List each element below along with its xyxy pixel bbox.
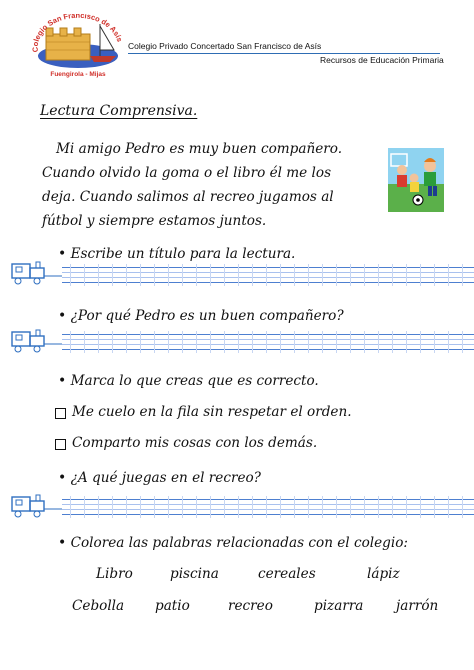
guide-vertical-line [448, 331, 449, 353]
guide-vertical-line [406, 496, 407, 518]
word-item[interactable]: lápiz [367, 566, 400, 582]
guide-vertical-line [210, 331, 211, 353]
guide-vertical-line [70, 264, 71, 286]
guide-vertical-line [126, 331, 127, 353]
guide-vertical-line [196, 331, 197, 353]
guide-vertical-line [462, 331, 463, 353]
reading-line: Mi amigo Pedro es muy buen compañero. [56, 141, 343, 157]
question-3-text: Marca lo que creas que es correcto. [70, 373, 319, 389]
guide-vertical-line [266, 496, 267, 518]
word-item[interactable]: jarrón [396, 598, 439, 614]
option-1-label: Me cuelo en la fila sin respetar el orden. [72, 404, 352, 420]
question-1 [58, 243, 295, 265]
reading-line: Cuando olvido la goma o el libro él me los [42, 165, 332, 181]
reading-line: fútbol y siempre estamos juntos. [42, 213, 267, 229]
guide-vertical-line [266, 331, 267, 353]
train-icon [6, 258, 62, 286]
guide-vertical-line [210, 496, 211, 518]
word-item[interactable]: patio [155, 598, 190, 614]
question-4 [58, 467, 261, 489]
guide-vertical-line [420, 264, 421, 286]
guide-vertical-line [364, 496, 365, 518]
guide-vertical-line [434, 496, 435, 518]
guide-vertical-line [434, 331, 435, 353]
guide-vertical-line [182, 496, 183, 518]
guide-vertical-line [238, 331, 239, 353]
guide-vertical-line [154, 331, 155, 353]
option-2-checkbox[interactable] [55, 439, 66, 450]
guide-vertical-line [140, 331, 141, 353]
guide-vertical-line [350, 496, 351, 518]
word-item[interactable]: pizarra [314, 598, 364, 614]
train-icon [6, 326, 62, 354]
bullet-icon: • [58, 308, 67, 324]
guide-vertical-line [168, 496, 169, 518]
guide-vertical-line [182, 264, 183, 286]
guide-vertical-line [224, 331, 225, 353]
word-item[interactable]: cereales [258, 566, 316, 582]
guide-vertical-line [252, 496, 253, 518]
guide-vertical-line [294, 331, 295, 353]
guide-vertical-line [238, 264, 239, 286]
guide-vertical-line [98, 496, 99, 518]
guide-vertical-line [252, 331, 253, 353]
word-item[interactable]: recreo [228, 598, 273, 614]
guide-vertical-line [448, 264, 449, 286]
guide-vertical-line [406, 264, 407, 286]
guide-vertical-line [140, 496, 141, 518]
logo-town-text: Fuengirola - Mijas [50, 71, 106, 78]
word-item[interactable]: piscina [170, 566, 219, 582]
question-3 [58, 370, 319, 392]
guide-vertical-line [112, 496, 113, 518]
writing-guide-1[interactable] [0, 264, 474, 286]
writing-guide-2[interactable] [0, 331, 474, 353]
guide-vertical-line [294, 496, 295, 518]
guide-vertical-line [154, 496, 155, 518]
guide-vertical-line [308, 496, 309, 518]
guide-vertical-line [280, 264, 281, 286]
guide-vertical-line [196, 264, 197, 286]
question-5-text: Colorea las palabras relacionadas con el colegio: [70, 535, 408, 551]
school-name: Colegio Privado Concertado San Francisco de Asís [128, 41, 322, 51]
guide-vertical-line [98, 331, 99, 353]
question-4-text: ¿A qué juegas en el recreo? [70, 470, 261, 486]
option-1-checkbox[interactable] [55, 408, 66, 419]
question-2 [58, 305, 344, 327]
question-1-text: Escribe un título para la lectura. [70, 246, 296, 262]
header-subtitle: Recursos de Educación Primaria [320, 55, 444, 65]
guide-vertical-line [350, 331, 351, 353]
guide-vertical-line [84, 496, 85, 518]
guide-vertical-line [336, 331, 337, 353]
guide-vertical-line [420, 331, 421, 353]
reading-line: deja. Cuando salimos al recreo jugamos al [42, 189, 334, 205]
guide-vertical-line [462, 264, 463, 286]
guide-vertical-line [308, 331, 309, 353]
guide-vertical-line [280, 496, 281, 518]
guide-vertical-line [462, 496, 463, 518]
guide-vertical-line [420, 496, 421, 518]
guide-vertical-line [406, 331, 407, 353]
guide-vertical-line [196, 496, 197, 518]
guide-vertical-line [210, 264, 211, 286]
guide-vertical-line [70, 496, 71, 518]
school-logo [30, 14, 126, 80]
guide-vertical-line [126, 264, 127, 286]
guide-vertical-line [322, 264, 323, 286]
soccer-kids-illustration [388, 148, 444, 212]
bullet-icon: • [58, 470, 67, 486]
writing-guide-4[interactable] [0, 496, 474, 518]
guide-vertical-line [98, 264, 99, 286]
guide-vertical-line [224, 496, 225, 518]
guide-vertical-line [364, 331, 365, 353]
guide-vertical-line [308, 264, 309, 286]
guide-vertical-line [168, 331, 169, 353]
bullet-icon: • [58, 246, 67, 262]
option-2-label: Comparto mis cosas con los demás. [72, 435, 318, 451]
guide-vertical-line [336, 264, 337, 286]
guide-vertical-line [112, 264, 113, 286]
guide-vertical-line [224, 264, 225, 286]
guide-vertical-line [154, 264, 155, 286]
guide-vertical-line [392, 264, 393, 286]
guide-vertical-line [350, 264, 351, 286]
guide-vertical-line [182, 331, 183, 353]
guide-vertical-line [70, 331, 71, 353]
guide-vertical-line [112, 331, 113, 353]
guide-vertical-line [280, 331, 281, 353]
guide-vertical-line [378, 264, 379, 286]
guide-vertical-line [322, 331, 323, 353]
train-icon [6, 491, 62, 519]
guide-vertical-line [294, 264, 295, 286]
guide-vertical-line [168, 264, 169, 286]
guide-vertical-line [266, 264, 267, 286]
bullet-icon: • [58, 535, 67, 551]
header-rule [128, 53, 440, 54]
question-2-text: ¿Por qué Pedro es un buen compañero? [70, 308, 344, 324]
guide-vertical-line [84, 331, 85, 353]
guide-vertical-line [238, 496, 239, 518]
question-5 [58, 532, 408, 554]
logo-arc-text: Colegio San Francisco de Asís [30, 14, 125, 53]
word-item[interactable]: Cebolla [72, 598, 125, 614]
word-item[interactable]: Libro [96, 566, 133, 582]
guide-vertical-line [434, 264, 435, 286]
guide-vertical-line [252, 264, 253, 286]
guide-vertical-line [140, 264, 141, 286]
guide-vertical-line [392, 496, 393, 518]
guide-vertical-line [392, 331, 393, 353]
guide-vertical-line [336, 496, 337, 518]
guide-vertical-line [378, 331, 379, 353]
guide-vertical-line [126, 496, 127, 518]
guide-vertical-line [322, 496, 323, 518]
guide-vertical-line [364, 264, 365, 286]
page-title: Lectura Comprensiva. [40, 103, 198, 119]
bullet-icon: • [58, 373, 67, 389]
guide-vertical-line [84, 264, 85, 286]
guide-vertical-line [378, 496, 379, 518]
guide-vertical-line [448, 496, 449, 518]
